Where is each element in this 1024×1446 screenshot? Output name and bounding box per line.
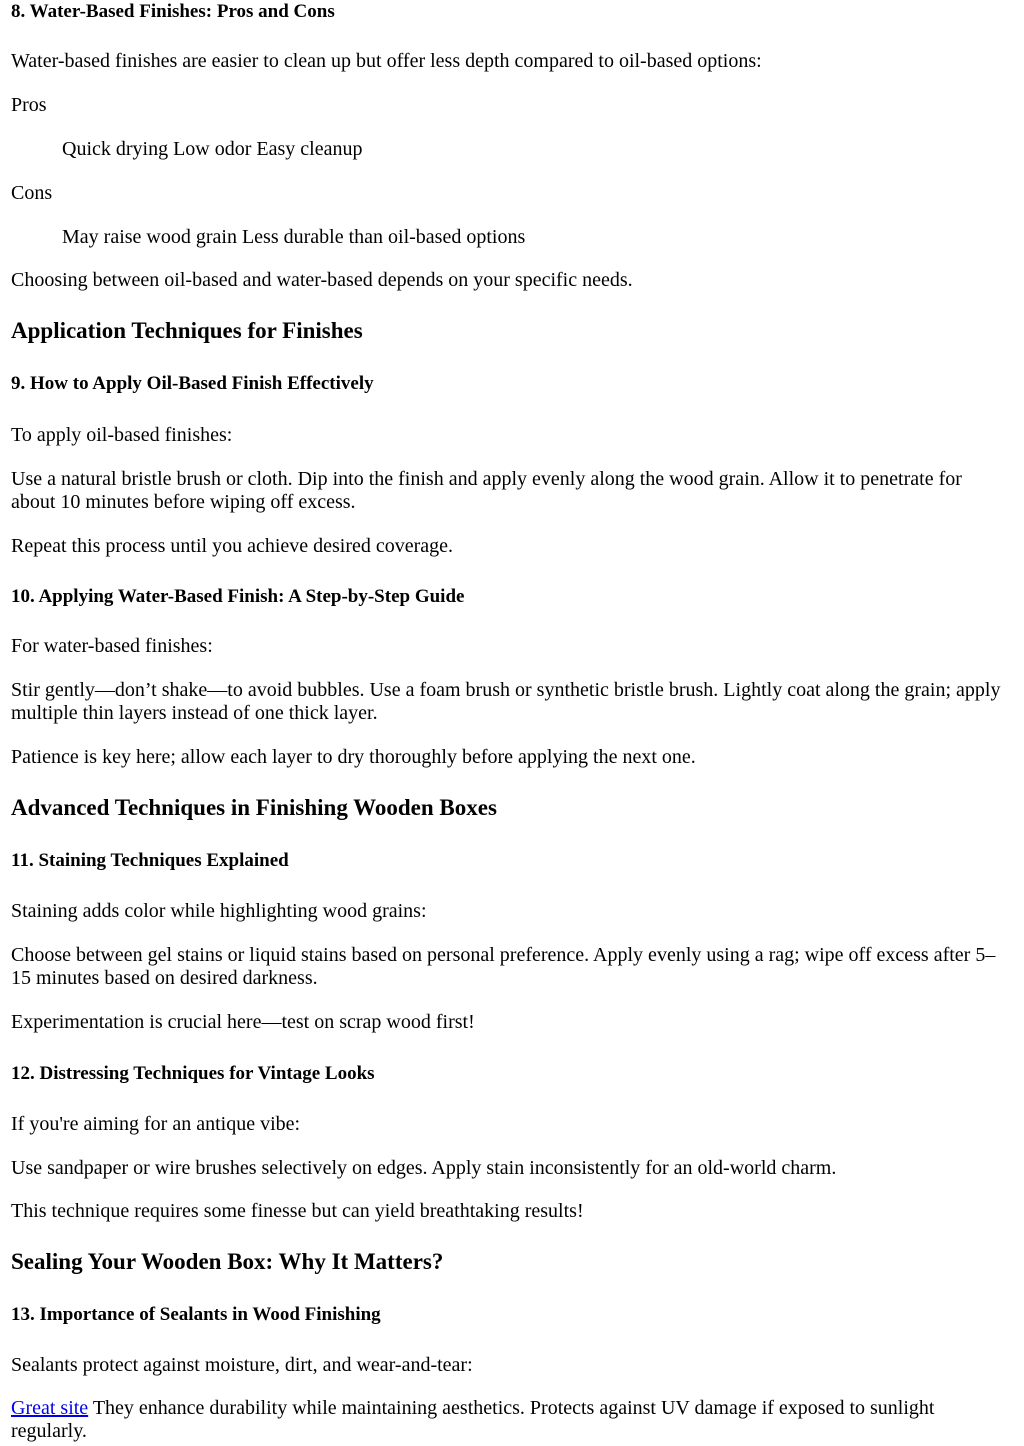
paragraph-sealants-intro: Sealants protect against moisture, dirt, and wear-and-tear: [11, 1354, 473, 1376]
pros-list: Quick drying Low odor Easy cleanup [62, 138, 363, 160]
paragraph-distressing-results: This technique requires some finesse but can yield breathtaking results! [11, 1200, 584, 1222]
paragraph-oil-based-repeat: Repeat this process until you achieve desired coverage. [11, 535, 454, 557]
paragraph-water-based-patience: Patience is key here; allow each layer to dry thoroughly before applying the next one. [11, 746, 696, 768]
cons-label: Cons [11, 182, 53, 204]
paragraph-staining-experiment: Experimentation is crucial here—test on scrap wood first! [11, 1011, 475, 1033]
pros-label: Pros [11, 94, 47, 116]
cons-list: May raise wood grain Less durable than oil-based options [62, 226, 526, 248]
paragraph-oil-based-intro: To apply oil-based finishes: [11, 424, 233, 446]
paragraph-oil-based-steps: Use a natural bristle brush or cloth. Dip into the finish and apply evenly along the wood grain. Allow it to penetrate for about 10 minutes before wiping off excess. [11, 468, 962, 513]
paragraph-water-based-intro: Water-based finishes are easier to clean up but offer less depth compared to oil-based options: [11, 50, 762, 72]
paragraph-choosing-finish: Choosing between oil-based and water-based depends on your specific needs. [11, 269, 633, 291]
heading-distressing-techniques: 12. Distressing Techniques for Vintage Looks [11, 1063, 375, 1084]
heading-water-based-pros-cons: 8. Water-Based Finishes: Pros and Cons [11, 1, 335, 22]
paragraph-distressing-steps: Use sandpaper or wire brushes selectively on edges. Apply stain inconsistently for an old-world charm. [11, 1157, 837, 1179]
paragraph-water-based-steps: Stir gently—don’t shake—to avoid bubbles. Use a foam brush or synthetic bristle brush. Lightly coat along the grain; apply multiple thin layers instead of one thick layer. [11, 679, 1001, 724]
heading-sealing-wooden-box: Sealing Your Wooden Box: Why It Matters? [11, 1249, 444, 1274]
great-site-link[interactable]: Great site [11, 1397, 89, 1419]
sealants-benefits-text: They enhance durability while maintaining aesthetics. Protects against UV damage if exposed to sunlight regularly. [11, 1397, 935, 1442]
heading-apply-water-based: 10. Applying Water-Based Finish: A Step-by-Step Guide [11, 586, 465, 607]
heading-advanced-techniques: Advanced Techniques in Finishing Wooden Boxes [11, 795, 497, 820]
heading-apply-oil-based: 9. How to Apply Oil-Based Finish Effectively [11, 373, 374, 394]
paragraph-distressing-intro: If you're aiming for an antique vibe: [11, 1113, 301, 1135]
heading-application-techniques: Application Techniques for Finishes [11, 318, 363, 343]
heading-importance-of-sealants: 13. Importance of Sealants in Wood Finishing [11, 1304, 381, 1325]
paragraph-water-based-finish-intro: For water-based finishes: [11, 635, 213, 657]
paragraph-staining-intro: Staining adds color while highlighting wood grains: [11, 900, 427, 922]
paragraph-staining-steps: Choose between gel stains or liquid stains based on personal preference. Apply evenly using a rag; wipe off excess after 5–15 minutes based on desired darkness. [11, 944, 996, 989]
heading-staining-techniques: 11. Staining Techniques Explained [11, 850, 289, 871]
paragraph-sealants-benefits [11, 1397, 1006, 1443]
